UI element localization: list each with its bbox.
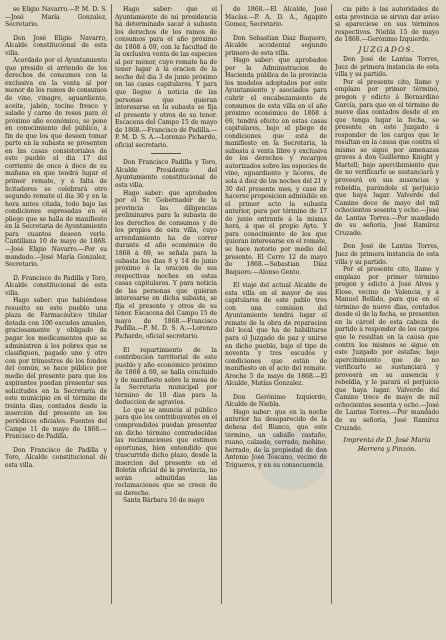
column-4 — [335, 6, 439, 624]
notice-paragraph: Don José de Lantas Torres, Juez de primera instancia de esta villa y su partido. — [335, 243, 439, 266]
section-heading: JUZGADOS. — [358, 44, 416, 54]
notice-paragraph: Hago saber: que el Ayuntamiento de mi presidencia ha determinado sacar á subasta los derechos de los ramos de consumos para el año próximo de 1868 á 69, con la facultad de la exclusiva venta de las especies al por menor, cuyo remate ha de tener lugar á la oracion de la noche del dia 3 de junio próximo en las casas capitulares. Y para que llegue á noticia de las personas que quieran interesarse en la subasta se fija el presente y otros de su tenor. Escacena del Campo 15 de mayo de 1868.—Francisco de Padilla.—P. M. D. S. A.—Lorenzo Pichardo, oficial secretario. — [115, 6, 217, 149]
notice-paragraph: El repartimiento de la contribucion territorial de este pueblo y año económico próximo de 1868 á 69, se halla concluido y de manifiesto sobre la mesa de la Secretaría municipal por término de 10 dias para la deduccion de agravios. — [115, 346, 217, 407]
notice-paragraph: Lo que se anuncia al público para que los contribuyentes en el comprendidos puedan presentar en dicho término contradecidas las reclamaciones que estimen oportunas, bien entendido que trascurrido dicho plazo, desde la insercion del presente en el Boletín oficial de la provincia, no serán admitidas las reclamaciones que se creen de su derecho. — [115, 406, 217, 497]
notice-paragraph: Don José Eligio Navarro, Alcalde constitucional de esta villa. — [5, 34, 107, 57]
column-1 — [5, 6, 107, 624]
separator-rule — [151, 153, 181, 154]
notice-paragraph: Don Francisco Padilla y Toro, Alcalde Presidente del Ayuntamiento constitucional de esta villa. — [115, 159, 217, 190]
column-rule — [221, 4, 222, 604]
notice-paragraph: Don José de Lantas Torres, Juez de primera instancia de esta villa y su partido. — [335, 56, 439, 79]
notice-paragraph: de 1868.—El Alcalde, José Macías.—P. A. D. A., Agapito Gomez, Secretario. — [225, 6, 327, 29]
notice-paragraph: cia pido á las autoridades de esta provincia se sirvan dar aviso si apareciese en sus términos respectivos. Niebla 15 de mayo de 1868.—Gerónimo Izquierdo. — [335, 6, 439, 44]
notice-paragraph: Don Sebastian Diaz Baquero, Alcalde accidental segundo primero de esta villa. — [225, 34, 327, 57]
notice-paragraph: se Eligio Navarro.—P. M. D. S.—José María Gonzalez, Secretario. — [5, 6, 107, 29]
notice-paragraph: Por el presente cito, llamo y emplazo por primer término, pregon y edicto á Bernardino García, para que en el término de nueve dias contados desde el en que tenga lugar la fecha, se presente en este Juzgado á responder de los cargos que le resultan en la causa que contra el mismo se sigue por amenazas graves á don Guillermo Knight y Martell; bajo apercibimiento que de no verificarlo se sustanciará y proveerá en sus ausencias y rebeldía, parándole el perjuicio que haya lugar. Valverde del Camino doce de mayo del mil ochocientos sesenta y ocho.—José de Lantas Torres.—Por mandado de su señoría, José Ramírez Cruzado. — [335, 78, 439, 237]
column-rule — [111, 4, 112, 604]
notice-paragraph: Santa Bárbara 16 de mayo — [123, 497, 205, 505]
printer-imprint: Imprenta de D. José María Herrera y Pinzón. — [343, 436, 431, 454]
column-3 — [225, 6, 327, 624]
column-2 — [115, 6, 217, 624]
notice-paragraph: Por el presente cito, llamo y emplazo por primer término pregon y edicto á José Alves y Elose, vecino de Valencia, y á Manuel Bellido, para que en el término de nueve dias, contados desde el de la fecha, se presenten en la cárcel de esta cabeza de partido á responder de los cargos que le resultan en la causa que contra los mismos se sigue en este Juzgado por estafas; bajo apercibimiento que de no verificarlo se sustanciará y proveerá en su ausencia y rebeldía, y le parará el perjuicio que haya lugar. Valverde del Camino trece de mayo de mil ochocientos sesenta y ocho.—José de Lantas Torres.—Por mandado de su señoría, José Ramírez Cruzado. — [335, 266, 439, 432]
notice-paragraph: D. Francisco de Padilla y Toro, Alcalde constitucional de esta villa. — [5, 274, 107, 297]
notice-paragraph: Hago saber: que habiéndose resuelto en este pueblo una plaza de Farmacéutico titular dotada con 100 escudos anuales, graciosamente y obligado de pagar los medicamentos que se administren á los pobres que se clasifiquen, pagado uno y otro con por trimestres de los fondos del común, se hace público por medio del presente para que los aspirantes puedan presentar sus solicitudes en la Secretaría de este municipio en el término de treinta dias, contados desde la inserción del presente en los periódicos oficiales. Fuentes del Campo 11 de mayo de 1868.—Francisco de Padilla. — [5, 297, 107, 441]
notice-paragraph: Don Gerónimo Izquierdo, Alcalde de Niebla. — [225, 393, 327, 409]
notice-paragraph: Hago saber: que en la noche anterior ha desaparecido de la dehesa del Blanco, que este término, un caballo castaño, ruano, calzado, cerrado, mohino, herrado, de la propiedad de don Antonio José Toscano, vecino de Trigueros, y en su consecuencia — [225, 408, 327, 469]
notice-paragraph: Acordado por el Ayuntamiento que presido el arriendo de los derechos de consumos con la exclusiva en la venta al por menor de los ramos de consumos de vino, vinagre, aguardiente, aceite, jabón, tocino fresco y salado y carne de reses para el próximo año económico, se pone en conocimiento del público, á fin de que los que deseen tomar parte en la subasta se presenten en las casas consistoriales de este pueblo el dia 17 del corriente de once á doce de su mañana en que tendrá lugar el primer remate, y á falta de licitadores se celebrará otro segundo remate el dia 30 y en la hora antes citada, todo bajo las condiciones espresadas en el pliego que se halla de manifiesto en la Secretaria de Ayuntamiento para cuantos deseen verle. Cantillana 10 de mayo de 1868.—José Eligio Navarro.—Por su mandado.—José María Gonzalez, Secretario. — [5, 57, 107, 269]
notice-paragraph: Hago saber: que aprobados por la Administracion de Hacienda pública de la provincia los modelos adoptados por este Ayuntamiento y asociados para cubrir el encabezamiento de consumos de esta villa en el año próximo económico de 1868 á 69, tendrá efecto en estas casas capitulares, bajo el pliego de condiciones que está de manifiesto en la Secretaria, la subasta á venta libre y exclusiva de los derechos y recargos autorizados sobre las especies de vino, aguardiente y licores, de sola á diez de las noches del 21 y 30 del presente mes, y caso de hacerse proposicion admisible en el primer acto la subasta anterior, para por término de 17 de junio entrante á la misma hora, á que el propio Ayto. Y para conocimiento de los que quieran interesarse en el remate, se hace notorio por medio del presente. El Cerro 12 de mayo de 1868.—Sebastian Diaz Baquero.—Alonso Gento. — [225, 57, 327, 276]
notice-paragraph: Don Francisco de Padilla y Toro, Alcalde constitucional de esta villa. — [5, 446, 107, 469]
column-rule — [331, 4, 332, 604]
notice-paragraph: Hago saber: que aprobados por el Sr. Gobernador de la provincia las diligencias preliminares para la subasta de los derechos de consumos y de los propios de esta villa, cuyo arrendamiento ha de correr durante el año económico de 1868 á 69, se señala para la subasta los dias 8 y 14 de junio próximo á la oracion de sus respectivas noches en estas casas capitulares. Y para noticia de las personas que quieran interesarse en dicha subasta, se fija el presente y otros de su tenor. Escacena del Campo 15 de mayo de 1868.—Francisco Padilla.—P. M. D. S. A.—Lorenzo Pichardo, oficial secretario. — [115, 189, 217, 340]
notice-paragraph: El viaje del actual Alcalde de esta villa en el mayor de sus capitulares de este pablo tres con una comision del Ayuntamiento tendrá lugar el remate de la obra de reparacion del local que ha de habilitarse para el Juzgado de paz y unirse en dicho pueblo, bajo el tipo de noventa y tres escudos y condiciones que están de manifiesto en el acto del remate. Aroche 5 de mayo de 1868.—El Alcalde, Matías Gonzalez. — [225, 282, 327, 388]
